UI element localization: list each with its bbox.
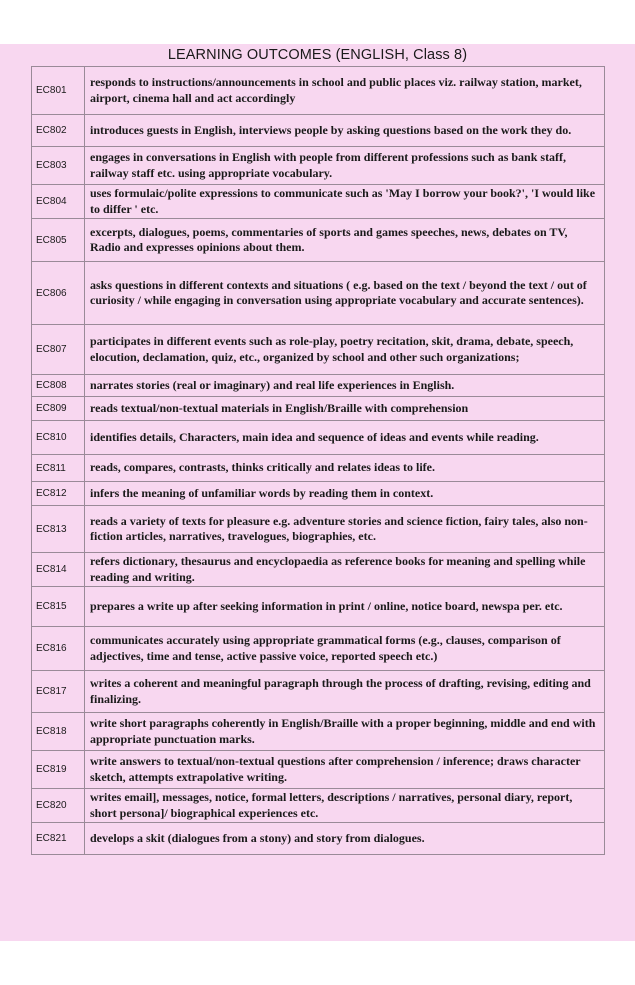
outcome-code: EC809 (32, 397, 85, 421)
table-row (32, 455, 605, 482)
outcome-description: engages in conversations in English with people from different professions such as bank staff, railway staff etc. using appropriate vocabulary. (85, 147, 605, 185)
outcome-description: reads textual/non-textual materials in English/Braille with comprehension (85, 397, 605, 421)
outcome-description: write answers to textual/non-textual questions after comprehension / inference; draws character sketch, attempts extrapolative writing. (85, 751, 605, 789)
outcome-description: prepares a write up after seeking information in print / online, notice board, newspa per. etc. (85, 587, 605, 627)
outcome-code: EC805 (32, 219, 85, 262)
outcome-description: develops a skit (dialogues from a stony) and story from dialogues. (85, 823, 605, 855)
outcome-description: writes email], messages, notice, formal letters, descriptions / narratives, personal diary, report, short persona]/ biographical experiences etc. (85, 789, 605, 823)
outcome-code: EC804 (32, 185, 85, 219)
outcome-code: EC818 (32, 713, 85, 751)
table-row (32, 115, 605, 147)
document-page (0, 44, 635, 941)
outcome-code: EC806 (32, 262, 85, 325)
table-row (32, 397, 605, 421)
page-title: LEARNING OUTCOMES (ENGLISH, Class 8) (167, 47, 468, 63)
table-row (32, 823, 605, 855)
outcomes-table-body (32, 67, 605, 855)
table-row (32, 185, 605, 219)
outcome-code: EC821 (32, 823, 85, 855)
table-row (32, 375, 605, 397)
table-row (32, 219, 605, 262)
outcome-code: EC816 (32, 627, 85, 671)
table-row (32, 482, 605, 506)
table-row (32, 325, 605, 375)
outcome-code: EC820 (32, 789, 85, 823)
outcome-code: EC802 (32, 115, 85, 147)
outcome-description: reads a variety of texts for pleasure e.g. adventure stories and science fiction, fairy tales, also non-fiction articles, narratives, travelogues, biographies, etc. (85, 506, 605, 553)
table-row (32, 67, 605, 115)
outcome-code: EC810 (32, 421, 85, 455)
outcome-description: infers the meaning of unfamiliar words by reading them in context. (85, 482, 605, 506)
table-row (32, 553, 605, 587)
outcome-description: writes a coherent and meaningful paragraph through the process of drafting, revising, editing and finalizing. (85, 671, 605, 713)
outcome-description: refers dictionary, thesaurus and encyclopaedia as reference books for meaning and spelling while reading and writing. (85, 553, 605, 587)
table-row (32, 751, 605, 789)
outcome-code: EC811 (32, 455, 85, 482)
outcome-code: EC814 (32, 553, 85, 587)
outcome-code: EC817 (32, 671, 85, 713)
outcome-code: EC815 (32, 587, 85, 627)
outcome-code: EC807 (32, 325, 85, 375)
outcomes-table (31, 66, 605, 855)
outcome-description: asks questions in different contexts and situations ( e.g. based on the text / beyond the text / out of curiosity / while engaging in conversation using appropriate vocabulary and accurate sentences). (85, 262, 605, 325)
outcome-code: EC819 (32, 751, 85, 789)
outcome-description: excerpts, dialogues, poems, commentaries of sports and games speeches, news, debates on TV, Radio and expresses opinions about them. (85, 219, 605, 262)
outcome-description: communicates accurately using appropriate grammatical forms (e.g., clauses, comparison of adjectives, time and tense, active passive voice, reported speech etc.) (85, 627, 605, 671)
outcome-description: identifies details, Characters, main idea and sequence of ideas and events while reading. (85, 421, 605, 455)
table-row (32, 262, 605, 325)
outcome-description: responds to instructions/announcements in school and public places viz. railway station, market, airport, cinema hall and act accordingly (85, 67, 605, 115)
outcome-code: EC808 (32, 375, 85, 397)
outcome-code: EC803 (32, 147, 85, 185)
outcome-description: write short paragraphs coherently in English/Braille with a proper beginning, middle and end with appropriate punctuation marks. (85, 713, 605, 751)
outcome-description: narrates stories (real or imaginary) and real life experiences in English. (85, 375, 605, 397)
table-row (32, 671, 605, 713)
table-row (32, 506, 605, 553)
table-row (32, 627, 605, 671)
outcome-description: reads, compares, contrasts, thinks critically and relates ideas to life. (85, 455, 605, 482)
table-row (32, 421, 605, 455)
outcome-code: EC801 (32, 67, 85, 115)
table-row (32, 713, 605, 751)
outcome-code: EC812 (32, 482, 85, 506)
outcome-description: participates in different events such as role-play, poetry recitation, skit, drama, debate, speech, elocution, declamation, quiz, etc., organized by school and other such organizations; (85, 325, 605, 375)
table-row (32, 587, 605, 627)
table-row (32, 789, 605, 823)
outcome-description: introduces guests in English, interviews people by asking questions based on the work they do. (85, 115, 605, 147)
outcome-code: EC813 (32, 506, 85, 553)
table-row (32, 147, 605, 185)
outcome-description: uses formulaic/polite expressions to communicate such as 'May I borrow your book?', 'I would like to differ ' etc. (85, 185, 605, 219)
